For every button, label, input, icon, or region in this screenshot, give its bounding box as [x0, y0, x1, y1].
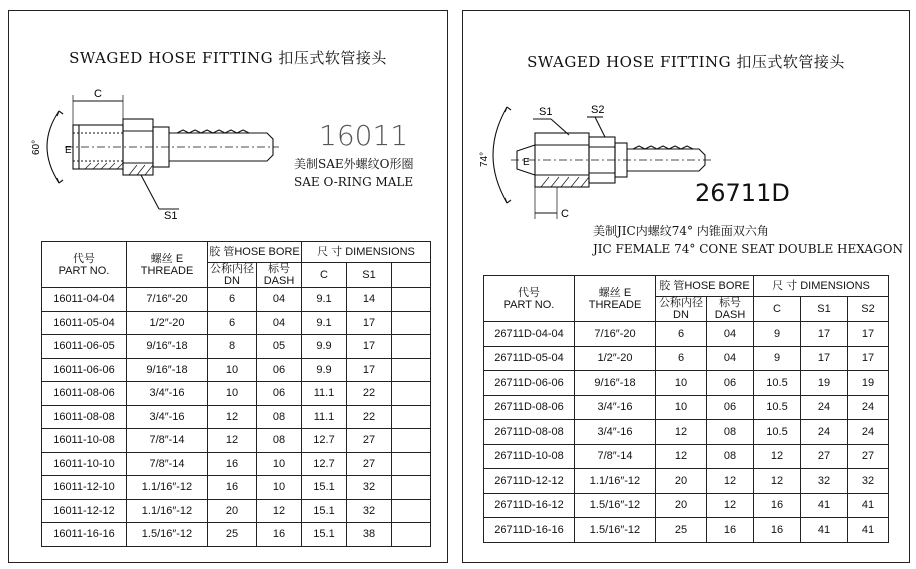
- left-dim-c-label: C: [94, 88, 102, 100]
- left-fitting-drawing: [29, 81, 289, 226]
- right-dim-e-label: E: [523, 157, 530, 168]
- table-row: 26711D-16-12 1.5/16″-12 20 12 16 41 41: [484, 493, 889, 518]
- table-row: 16011-06-05 9/16″-18 8 05 9.9 17: [42, 335, 431, 359]
- left-header-c: C: [302, 263, 347, 288]
- right-catalog-panel: [462, 10, 910, 563]
- right-angle-label: 74°: [479, 151, 490, 167]
- right-dim-c-label: C: [561, 208, 569, 220]
- table-row: 26711D-04-04 7/16″-20 6 04 9 17 17: [484, 322, 889, 347]
- right-title: SWAGED HOSE FITTING 扣压式软管接头: [527, 53, 845, 71]
- right-header-dash: 标号 DASH: [707, 297, 754, 322]
- left-dim-e-label: E: [65, 145, 72, 156]
- right-desc-en: JIC FEMALE 74° CONE SEAT DOUBLE HEXAGON: [593, 242, 903, 256]
- right-header-dn: 公称内径 DN: [656, 297, 707, 322]
- left-header-dn: 公称内径 DN: [208, 263, 257, 288]
- right-dim-s2-label: S2: [591, 104, 605, 116]
- table-row: 26711D-06-06 9/16″-18 10 06 10.5 19 19: [484, 371, 889, 396]
- left-dim-s1-label: S1: [164, 210, 178, 222]
- left-header-dash: 标号 DASH: [257, 263, 302, 288]
- right-header-c: C: [754, 297, 801, 322]
- right-part-code: 26711D: [695, 179, 790, 207]
- right-header-s2: S2: [848, 297, 889, 322]
- table-row: 16011-05-04 1/2″-20 6 04 9.1 17: [42, 311, 431, 335]
- left-header-s1: S1: [347, 263, 392, 288]
- left-header-part-no: 代号 PART NO.: [42, 242, 127, 288]
- table-row: 16011-08-06 3/4″-16 10 06 11.1 22: [42, 382, 431, 406]
- right-spec-table: [483, 275, 889, 543]
- left-header-hose-bore: 胶 管HOSE BORE: [208, 242, 302, 263]
- table-row: 26711D-10-08 7/8″-14 12 08 12 27 27: [484, 444, 889, 469]
- right-desc-cn: 美制JIC内螺纹74° 内锥面双六角: [593, 224, 769, 238]
- table-row: 16011-10-10 7/8″-14 16 10 12.7 27: [42, 452, 431, 476]
- right-dim-s1-label: S1: [539, 106, 553, 118]
- left-title: SWAGED HOSE FITTING 扣压式软管接头: [69, 49, 387, 67]
- table-row: 26711D-08-08 3/4″-16 12 08 10.5 24 24: [484, 420, 889, 445]
- left-angle-label: 60°: [31, 139, 42, 155]
- right-header-dimensions: 尺 寸 DIMENSIONS: [754, 276, 889, 297]
- table-row: 16011-12-12 1.1/16″-12 20 12 15.1 32: [42, 499, 431, 523]
- left-desc-cn: 美制SAE外螺纹O形圈: [294, 157, 414, 171]
- table-row: 26711D-08-06 3/4″-16 10 06 10.5 24 24: [484, 395, 889, 420]
- left-header-dimensions: 尺 寸 DIMENSIONS: [302, 242, 431, 263]
- right-header-part-no: 代号 PART NO.: [484, 276, 575, 322]
- table-row: 26711D-16-16 1.5/16″-12 25 16 16 41 41: [484, 518, 889, 543]
- left-desc-en: SAE O-RING MALE: [294, 175, 414, 189]
- left-header-blank: [392, 263, 431, 288]
- left-part-code: 16011: [319, 119, 409, 152]
- right-fitting-drawing: [477, 95, 717, 225]
- table-row: 16011-08-08 3/4″-16 12 08 11.1 22: [42, 405, 431, 429]
- left-header-thread: 螺丝 E THREADE: [127, 242, 208, 288]
- right-header-s1: S1: [801, 297, 848, 322]
- table-row: 26711D-12-12 1.1/16″-12 20 12 12 32 32: [484, 469, 889, 494]
- left-spec-table: [41, 241, 431, 547]
- left-catalog-panel: [8, 10, 448, 563]
- right-header-hose-bore: 胶 管HOSE BORE: [656, 276, 754, 297]
- table-row: 16011-10-08 7/8″-14 12 08 12.7 27: [42, 429, 431, 453]
- table-row: 16011-06-06 9/16″-18 10 06 9.9 17: [42, 358, 431, 382]
- table-row: 16011-04-04 7/16″-20 6 04 9.1 14: [42, 288, 431, 312]
- table-row: 16011-16-16 1.5/16″-12 25 16 15.1 38: [42, 523, 431, 547]
- table-row: 16011-12-10 1.1/16″-12 16 10 15.1 32: [42, 476, 431, 500]
- table-row: 26711D-05-04 1/2″-20 6 04 9 17 17: [484, 346, 889, 371]
- right-header-thread: 螺丝 E THREADE: [575, 276, 656, 322]
